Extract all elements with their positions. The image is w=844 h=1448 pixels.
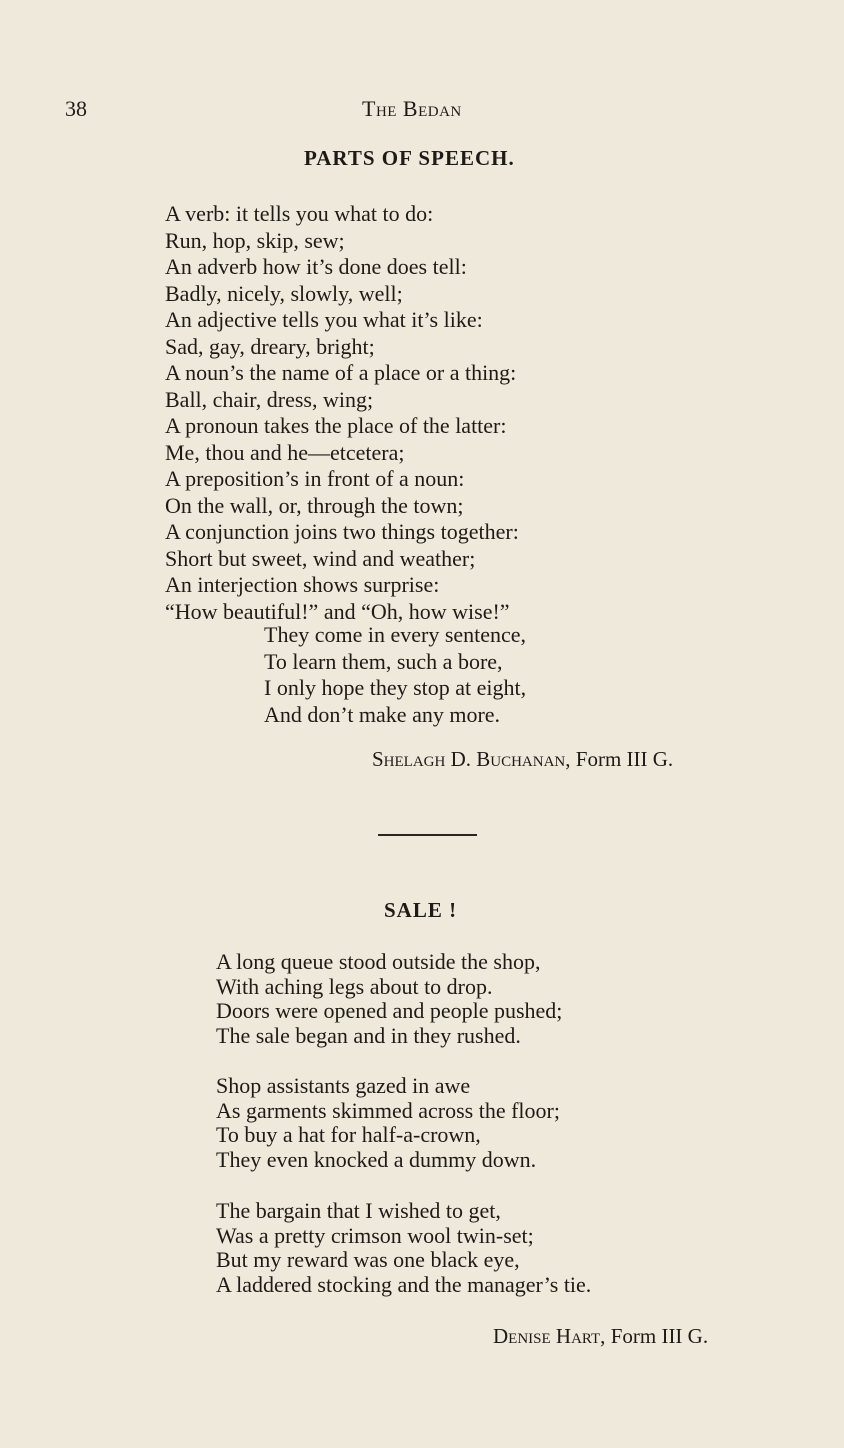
poem-line: To learn them, such a bore, [264,648,503,674]
poem-line: A conjunction joins two things together: [165,519,519,544]
poem-line: They even knocked a dummy down. [216,1147,537,1173]
poem-line: Short but sweet, wind and weather; [165,545,476,571]
poem-line: Shop assistants gazed in awe [216,1073,471,1098]
poem-line: Was a pretty crimson wool twin-set; [216,1222,534,1248]
author-name: Denise Hart, [493,1324,606,1348]
poem-line: On the wall, or, through the town; [165,492,464,518]
author-credit-hart [493,1324,708,1349]
poem-sale-stanza-2 [216,1074,560,1173]
author-name: Shelagh D. Buchanan, [372,747,571,771]
poem-line: I only hope they stop at eight, [264,675,527,700]
poem-title-parts-of-speech: PARTS OF SPEECH. [304,146,515,170]
poem-line: The bargain that I wished to get, [216,1198,501,1223]
poem-line: They come in every sentence, [264,622,527,647]
poem-title-sale: SALE ! [384,898,458,922]
poem-line: To buy a hat for half-a-crown, [216,1122,481,1148]
poem-line: An adjective tells you what it’s like: [165,307,483,332]
poem-line: As garments skimmed across the floor; [216,1097,560,1123]
poem-sale-stanza-1 [216,950,562,1049]
page-number: 38 [65,96,87,121]
poem-line: A noun’s the name of a place or a thing: [165,360,517,385]
poem-line: Badly, nicely, slowly, well; [165,280,403,306]
poem-line: A preposition’s in front of a noun: [165,466,465,491]
poem-line: With aching legs about to drop. [216,973,493,999]
poem-line: Sad, gay, dreary, bright; [165,333,375,359]
poem-line: The sale began and in they rushed. [216,1023,521,1049]
journal-title: The Bedan [362,96,462,121]
poem-line: “How beautiful!” and “Oh, how wise!” [165,598,510,624]
section-divider [378,834,477,836]
author-form: Form III G. [610,1324,709,1348]
poem-line: Me, thou and he—etcetera; [165,439,405,465]
poem-line: An interjection shows surprise: [165,572,440,597]
poem-line: Run, hop, skip, sew; [165,227,345,253]
poem-line: A pronoun takes the place of the latter: [165,413,507,438]
author-form: Form III G. [575,747,674,771]
page-header [65,96,785,126]
poem-line: But my reward was one black eye, [216,1247,520,1273]
poem-sale-stanza-3 [216,1199,591,1298]
poem-parts-of-speech-body [165,201,519,625]
poem-line: Doors were opened and people pushed; [216,998,563,1024]
poem-line: An adverb how it’s done does tell: [165,254,467,279]
poem-parts-of-speech-closing-stanza [264,622,526,728]
author-credit-buchanan [372,747,673,772]
poem-line: A long queue stood outside the shop, [216,949,541,974]
poem-line: A laddered stocking and the manager’s tie. [216,1272,592,1298]
poem-line: And don’t make any more. [264,701,501,727]
poem-line: A verb: it tells you what to do: [165,201,434,226]
poem-line: Ball, chair, dress, wing; [165,386,374,412]
